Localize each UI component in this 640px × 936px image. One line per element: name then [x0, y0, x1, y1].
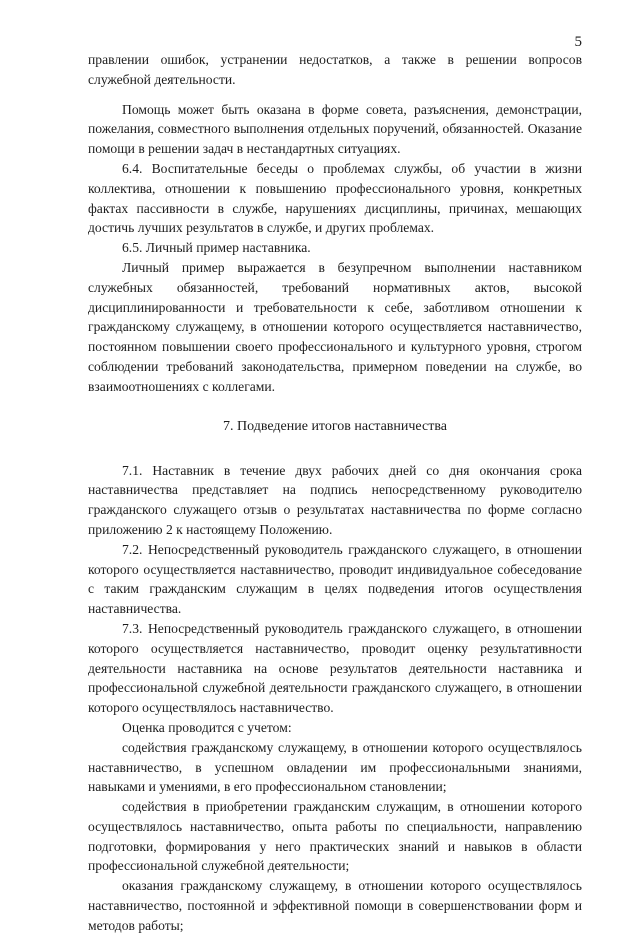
- paragraph-7-2: 7.2. Непосредственный руководитель гражданского служащего, в отношении которого осуществляется наставничество, проводит индивидуальное собеседование с таким гражданским служащим в целях подведения итогов осуществления наставничества.: [88, 541, 582, 617]
- paragraph-help-forms: Помощь может быть оказана в форме совета, разъяснения, демонстрации, пожелания, совместного выполнения отдельных поручений, обязанностей. Оказание помощи в решении задач в нестандартных ситуациях.: [88, 101, 582, 157]
- paragraph-6-5: 6.5. Личный пример наставника.: [122, 240, 311, 256]
- paragraph-personal-example: Личный пример выражается в безупречном выполнении наставником служебных обязанностей, требований нормативных актов, высокой дисциплинированности и требовательности к себе, заботливом отношении к гражданскому служащему, в отношении которого осуществляется наставничество, постоянном повышении своего профессионального и культурного уровня, строгом соблюдении требований законодательства, примерном поведении на службе, во взаимоотношениях с коллегами.: [88, 259, 582, 394]
- list-item-assessment-1: содействия гражданскому служащему, в отношении которого осуществлялось наставничество, в успешном овладении им профессиональными знаниями, навыками и умениями, в его профессиональном становлении;: [88, 739, 582, 795]
- list-item-assessment-3: оказания гражданскому служащему, в отношении которого осуществлялось наставничество, постоянной и эффективной помощи в совершенствовании форм и методов работы;: [88, 878, 582, 933]
- document-body: [88, 50, 582, 936]
- paragraph-continuation: правлении ошибок, устранении недостатков, а также в решении вопросов служебной деятельности.: [88, 52, 582, 87]
- paragraph-7-1: 7.1. Наставник в течение двух рабочих дней со дня окончания срока наставничества представляет на подпись непосредственному руководителю гражданского служащего отзыв о результатах наставничества по форме согласно приложению 2 к настоящему Положению.: [88, 462, 582, 537]
- paragraph-7-3: 7.3. Непосредственный руководитель гражданского служащего, в отношении которого осуществляется наставничество, проводит оценку результативности деятельности наставника на основе результатов деятельности наставника и профессиональной служебной деятельности гражданского служащего, в отношении которого осуществлялось наставничество.: [88, 620, 582, 716]
- paragraph-6-4: 6.4. Воспитательные беседы о проблемах службы, об участии в жизни коллектива, отношении к повышению профессионального уровня, конкретных фактах пассивности в службе, нарушениях дисциплины, причинах, мешающих достичь лучших результатов в службе, и других проблемах.: [88, 160, 582, 236]
- section-heading-7: 7. Подведение итогов наставничества: [223, 418, 447, 434]
- list-item-assessment-2: содействия в приобретении гражданским служащим, в отношении которого осуществлялось наставничество, опыта работы по специальности, направлению подготовки, формирования у него практических знаний и навыков в области профессиональной служебной деятельности;: [88, 799, 582, 874]
- paragraph-assessment-intro: Оценка проводится с учетом:: [122, 719, 292, 735]
- page-number: 5: [574, 34, 582, 50]
